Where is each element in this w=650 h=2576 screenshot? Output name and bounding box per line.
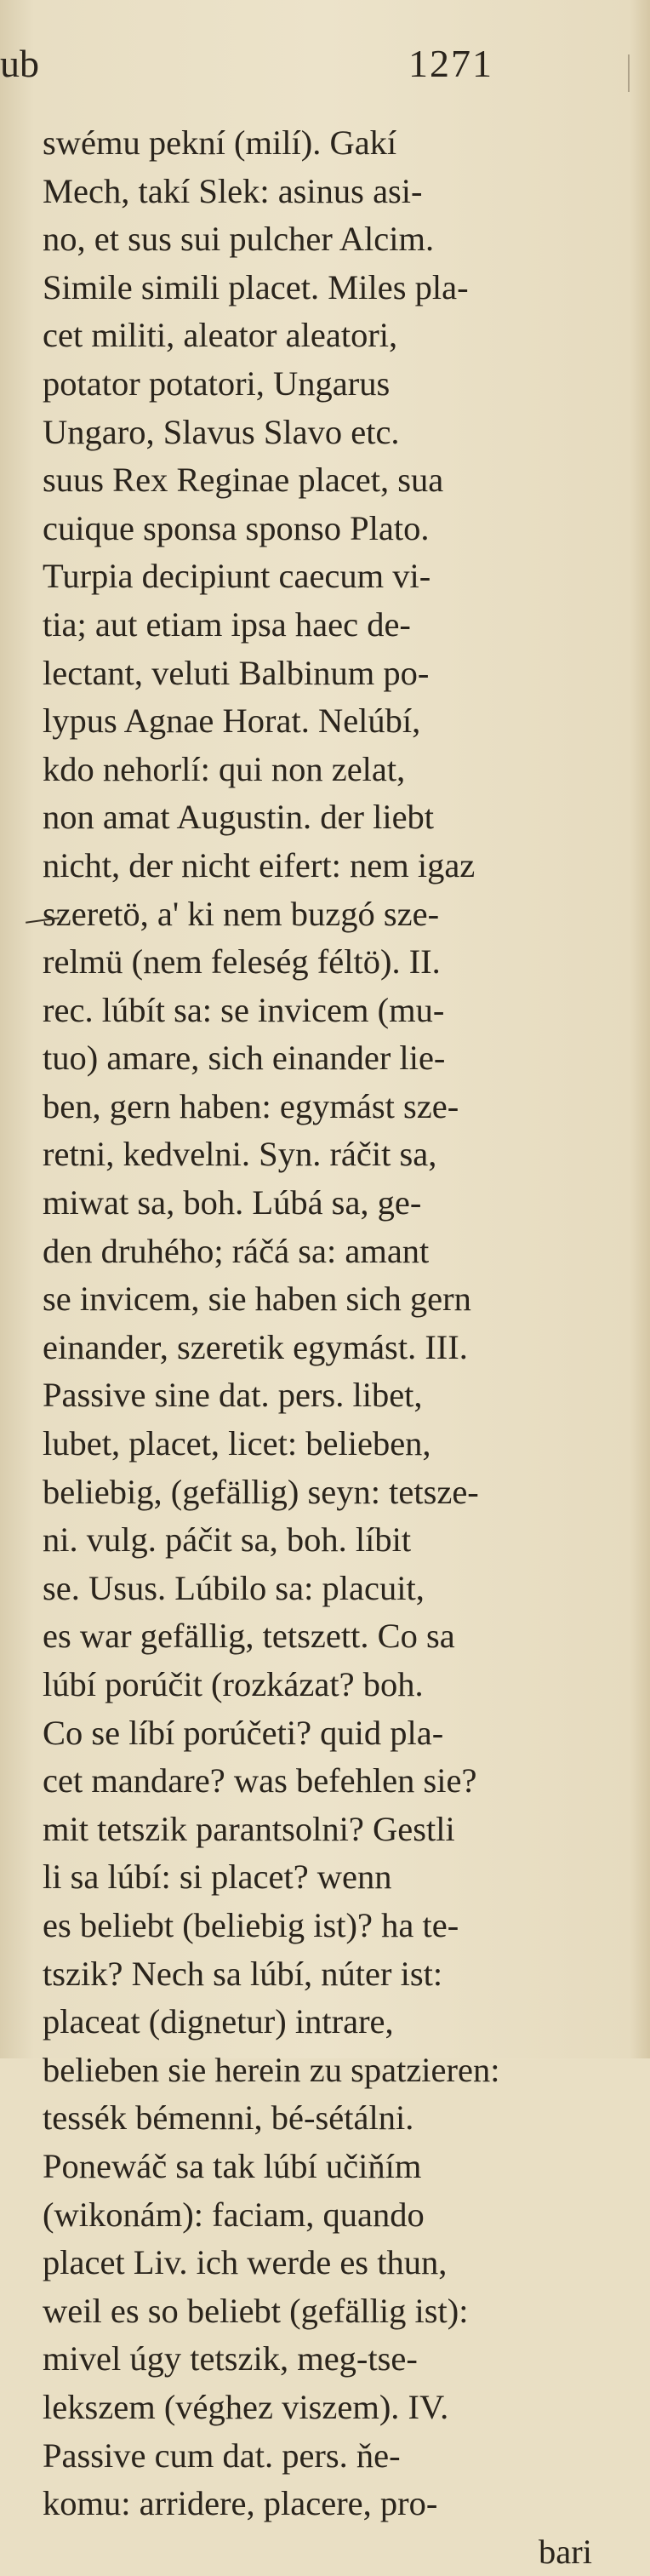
dictionary-entry-text bbox=[43, 119, 604, 2576]
text-line: Simile simili placet. Miles pla- bbox=[43, 267, 469, 306]
text-line: cet mandare? was befehlen sie? bbox=[43, 1761, 477, 1800]
text-line: Turpia decipiunt caecum vi- bbox=[43, 557, 431, 596]
text-line: no, et sus sui pulcher Alcim. bbox=[43, 220, 435, 259]
text-line: swému pekní (milí). Gakí bbox=[43, 123, 397, 162]
text-line: Ungaro, Slavus Slavo etc. bbox=[43, 412, 400, 451]
text-line: se. Usus. Lúbilo sa: placuit, bbox=[43, 1568, 425, 1607]
header-fragment: ub bbox=[0, 42, 39, 85]
text-line: ben, gern haben: egymást sze- bbox=[43, 1086, 459, 1125]
text-line: se invicem, sie haben sich gern bbox=[43, 1279, 471, 1319]
text-line: Co se líbí porúčeti? quid pla- bbox=[43, 1713, 444, 1752]
text-line: cuique sponsa sponso Plato. bbox=[43, 508, 430, 547]
text-line: cet militi, aleator aleatori, bbox=[43, 316, 398, 355]
text-line: placet Liv. ich werde es thun, bbox=[43, 2243, 448, 2282]
text-line: belieben sie herein zu spatzieren: bbox=[43, 2050, 500, 2089]
text-line: suus Rex Reginae placet, sua bbox=[43, 461, 444, 500]
text-line: Ponewáč sa tak lúbí učiňím bbox=[43, 2146, 422, 2185]
text-line: Passive sine dat. pers. libet, bbox=[43, 1376, 423, 1415]
text-line: tszik? Nech sa lúbí, núter ist: bbox=[43, 1954, 443, 1993]
text-line: non amat Augustin. der liebt bbox=[43, 798, 435, 837]
text-line: lúbí porúčit (rozkázat? boh. bbox=[43, 1665, 424, 1703]
text-line: Passive cum dat. pers. ňe- bbox=[43, 2436, 401, 2475]
text-line: weil es so beliebt (gefällig ist): bbox=[43, 2291, 469, 2330]
text-line: es war gefällig, tetszett. Co sa bbox=[43, 1617, 455, 1656]
text-line: placeat (dignetur) intrare, bbox=[43, 2002, 394, 2041]
text-line: den druhého; ráčá sa: amant bbox=[43, 1231, 430, 1270]
text-line: tuo) amare, sich einander lie- bbox=[43, 1039, 446, 1078]
text-line: rec. lúbít sa: se invicem (mu- bbox=[43, 990, 445, 1029]
text-line: komu: arridere, placere, pro- bbox=[43, 2484, 438, 2523]
text-line: lectant, veluti Balbinum po- bbox=[43, 653, 430, 692]
text-line: lypus Agnae Horat. Nelúbí, bbox=[43, 701, 421, 741]
text-line: tessék bémenni, bé-sétálni. bbox=[43, 2098, 414, 2138]
text-line: tia; aut etiam ipsa haec de- bbox=[43, 604, 411, 644]
page-number: 1271 bbox=[408, 42, 493, 85]
text-line: relmü (nem feleség féltö). II. bbox=[43, 942, 441, 982]
text-line: retni, kedvelni. Syn. ráčit sa, bbox=[43, 1135, 437, 1174]
text-line: mit tetszik parantsolni? Gestli bbox=[43, 1809, 455, 1848]
text-line-last: bari bbox=[539, 2532, 592, 2571]
text-line: miwat sa, boh. Lúbá sa, ge- bbox=[43, 1183, 422, 1222]
text-line: beliebig, (gefällig) seyn: tetsze- bbox=[43, 1472, 479, 1511]
text-line: kdo nehorlí: qui non zelat, bbox=[43, 749, 406, 788]
text-line: szeretö, a' ki nem buzgó sze- bbox=[43, 894, 440, 933]
page-edge-mark bbox=[628, 54, 630, 92]
text-line: nicht, der nicht eifert: nem igaz bbox=[43, 845, 476, 884]
running-head bbox=[0, 41, 650, 100]
text-line: li sa lúbí: si placet? wenn bbox=[43, 1858, 392, 1897]
text-line: lekszem (véghez viszem). IV. bbox=[43, 2387, 449, 2426]
text-line: mivel úgy tetszik, meg-tse- bbox=[43, 2339, 418, 2379]
text-line: einander, szeretik egymást. III. bbox=[43, 1327, 468, 1366]
text-line: lubet, placet, licet: belieben, bbox=[43, 1424, 431, 1463]
text-line: es beliebt (beliebig ist)? ha te- bbox=[43, 1905, 459, 1944]
text-line: Mech, takí Slek: asinus asi- bbox=[43, 171, 423, 210]
text-line: ni. vulg. páčit sa, boh. líbit bbox=[43, 1520, 412, 1560]
text-line: potator potatori, Ungarus bbox=[43, 364, 391, 403]
text-line: (wikonám): faciam, quando bbox=[43, 2195, 425, 2234]
